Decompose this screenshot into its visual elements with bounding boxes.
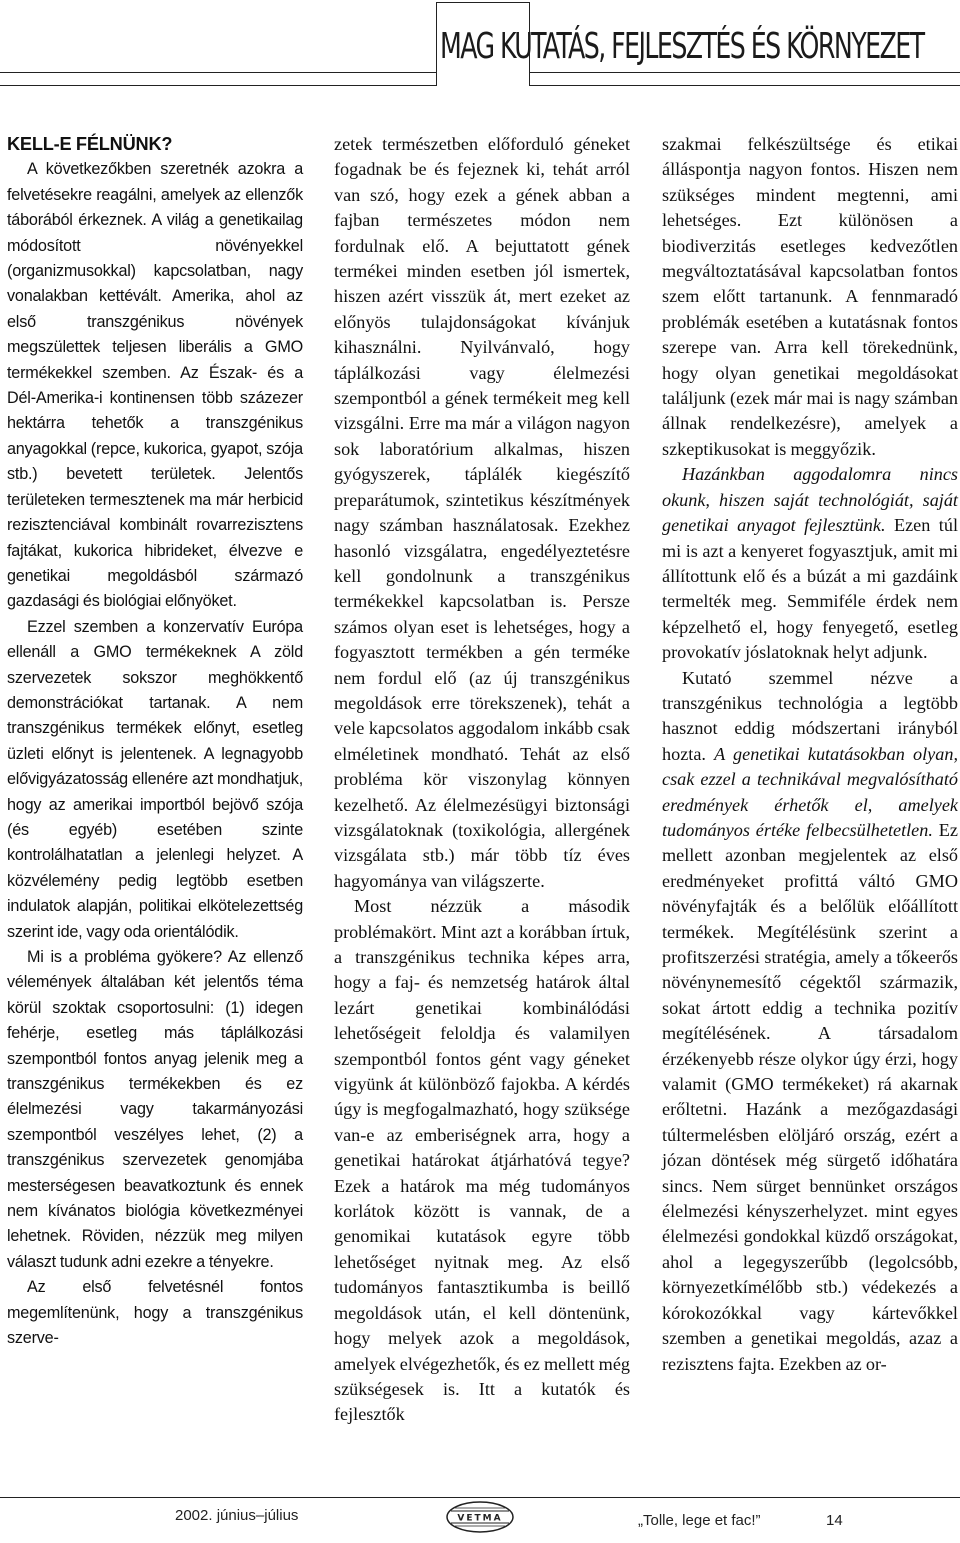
paragraph-9-start: Kutató szemmel nézve a transzgénikus technológia a legtöbb hasznot eddig módszertani irányból hozta. bbox=[662, 667, 958, 764]
paragraph-8-rest: Ezen túl mi is azt a kenyeret fogyasztjuk, amit mi állítottunk elő és a búzát a mi gazdáink termelték meg. Semmiféle érdek nem képzelhető el, hogy fenyegető, esetleg provokatív jóslatoknak helyt adjunk. bbox=[662, 515, 958, 663]
footer-rule bbox=[0, 1497, 960, 1498]
paragraph-3: Mi is a probléma gyökere? Az ellenző vélemények általában két jelentős téma körül szoktak csoportosulni: (1) idegen fehérje, esetleg más táplálkozási szempontból fontos anyag jelenik meg a transzgénikus termékekben és ez élelmezési vagy takarmányozási szempontból veszélyes lehet, (2) a transzgénikus szervezetek genomjába mesterségesen beavatkoztunk és ennek nem kívánatos biológia következményei lehetnek. Röviden, nézzük meg milyen választ tudunk adni ezekre a tényekre. bbox=[7, 948, 303, 1271]
footer-date: 2002. június–július bbox=[175, 1507, 299, 1524]
vetma-logo bbox=[445, 1500, 515, 1534]
paragraph-1: A következőkben szeretnék azokra a felvetésekre reagálni, amelyek az ellenzők táborából érkeznek. A világ a genetikailag módosított növényekkel (organizmusokkal) kapcsolatban, nagy vonalakban kettévált. Amerika, ahol az első transzgénikus növények megszülettek teljesen liberális a GMO termékekkel szemben. Az Észak- és a Dél-Amerika-i kontinensen több százezer hektárra tehetők a transzgénikus anyagokkal (repce, kukorica, gyapot, szója stb.) bevetett területek. Jelentős területeken termesztenek ma már herbicid rezisztenciával kombinált rovarrezisztens fajtákat, kukorica hibrideket, élvezve e genetikai megoldásból származó gazdasági és biológiai előnyöket. bbox=[7, 160, 303, 611]
page-number: 14 bbox=[826, 1512, 843, 1529]
vetma-logo-text: VETMA bbox=[457, 1513, 503, 1524]
italic-statement-2: A genetikai kutatásokban olyan, csak ezzel a technikával megvalósítható eredmények érhetők el, amelyek tudományos értéke felbecsülhetetlen. bbox=[662, 743, 958, 840]
paragraph-8 bbox=[662, 462, 958, 665]
article-column-2 bbox=[334, 132, 630, 1428]
paragraph-4: Az első felvetésnél fontos megemlítenünk, hogy a transzgénikus szerve- bbox=[7, 1278, 303, 1348]
section-title: MAG KUTATÁS, FEJLESZTÉS ÉS KÖRNYEZET bbox=[440, 26, 924, 67]
article-heading: KELL-E FÉLNÜNK? bbox=[7, 134, 173, 154]
paragraph-6: Most nézzük a második problémakört. Mint azt a korábban írtuk, a transzgénikus technika képes arra, hogy a faj- és nemzetség határok által lezárt genetikai kombinálódási lehetőségeit feloldja és valamilyen szempontból fontos gént vagy géneket vigyünk át különböző fajokba. A kérdés úgy is megfogalmazható, hogy szüksége van-e az emberiségnek arra, hogy a genetikai határokat átjárhatóvá tegye? Ezek a határok ma még tudományos korlátok között is vannak, de a genomikai kutatások egyre több lehetőséget nyitnak meg. Az első tudományos fantasztikumba is beillő megoldások után, el kell döntenünk, hogy melyek azok a megoldások, amelyek elvégezhetők, és ez mellett még szükségesek is. Itt a kutatók és fejlesztők bbox=[334, 896, 630, 1425]
paragraph-9-rest: Ez mellett azonban megjelentek az első eredményeket profittá váltó GMO növényfajták és a belőlük előállított termékek. Megítélésünk szerint a profitszerzési stratégia, amely a tőkeerős növénynemesítő cégektől származik, sokat ártott eddig a technika pozitív megítélésének. A társadalom érzékenyebb része olykor úgy érzi, hogy valamit (GMO termékeket) rá akarnak erőltetni. Hazánk a mezőgazdasági túltermelésben elöljáró ország, ezért a józan döntések még sürgető időhatára sincs. Nem sürget bennünket országos élelmezési kényszerhelyzet. mint egyes élelmezési gondokkal küzdő országokat, ahol a legegyszerűbb (legolcsóbb, környezetkímélőbb stb.) védekezés a kórokozókkal vagy kártevőkkel szemben a genetikai megoldás, azaz a rezisztens fajta. Ezekben az or- bbox=[662, 819, 958, 1374]
article-column-3 bbox=[662, 132, 958, 1377]
paragraph-5: zetek természetben előforduló géneket fogadnak be és fejeznek ki, tehát arról van szó, hogy ezek a gének abban a fajban természetes módon nem fordulnak elő. A bejuttatott gének termékei minden esetben jól ismertek, hiszen azért visszük át, mert ezeket az előnyös tulajdonságokat kívánjuk kihasználni. Nyilvánvaló, hogy táplálkozási vagy élelmezési szempontból a gének termékeit meg kell vizsgálni. Erre ma már a világon nagyon sok laboratórium alkalmas, hiszen gyógyszerek, táplálék kiegészítő preparátumok, szintetikus készítmények nagy számban használatosak. Ezekhez hasonló vizsgálatra, engedélyeztetésre kell gondolnunk a transzgénikus termékekkel kapcsolatban is. Persze számos olyan eset is lehetséges, hogy a fogyasztott termékben a gén terméke nem fordul elő (az új transzgénikus megoldások erre törekszenek), tehát a vele kapcsolatos aggodalom inkább csak elméletinek mondható. Tehát az első probléma kör viszonylag könnyen kezelhető. Az élelmezésügyi biztonsági vizsgálatoknak (toxikológia, allergének vizsgálata stb.) már több tíz éves hagyománya van világszerte. bbox=[334, 134, 630, 891]
italic-statement-1: Hazánkban aggodalomra nincs okunk, hiszen saját technológiát, saját genetikai anyagot fejlesztünk. bbox=[662, 464, 958, 536]
footer-quote: „Tolle, lege et fac!” bbox=[638, 1512, 761, 1529]
paragraph-2: Ezzel szemben a konzervatív Európa ellenáll a GMO termékeknek A zöld szervezetek sokszor meghökkentő demonstrációkat tartanak. A nem transzgénikus termékek előnyt, esetleg üzleti előnyt is jelentenek. A legnagyobb elővigyázatosság ellenére azt mondhatjuk, hogy az amerikai importból bejövő szója (és egyéb) esetében szinte kontrolálhatatlan a jelenlegi helyzet. A közvélemény pedig legtöbb esetben indulatok alapján, politikai elkötelezettség szerint ide, vagy oda orientálódik. bbox=[7, 617, 303, 941]
article-column-1 bbox=[7, 132, 303, 1352]
paragraph-9 bbox=[662, 666, 958, 1377]
paragraph-7: szakmai felkészültsége és etikai álláspontja nagyon fontos. Hiszen nem szükséges mindent megtenni, ami lehetséges. Ezt különösen a biodiverzitás esetleges kedvezőtlen megváltoztatásával kapcsolatban fontos szem előtt tartanunk. A fennmaradó problémák esetében a kutatásnak fontos szerepe van. Arra kell törekednünk, hogy olyan genetikai megoldásokat találjunk (ezek már mai is nagy számban állnak rendelkezésre), amelyek a szkeptikusokat is meggyőzik. bbox=[662, 134, 958, 459]
